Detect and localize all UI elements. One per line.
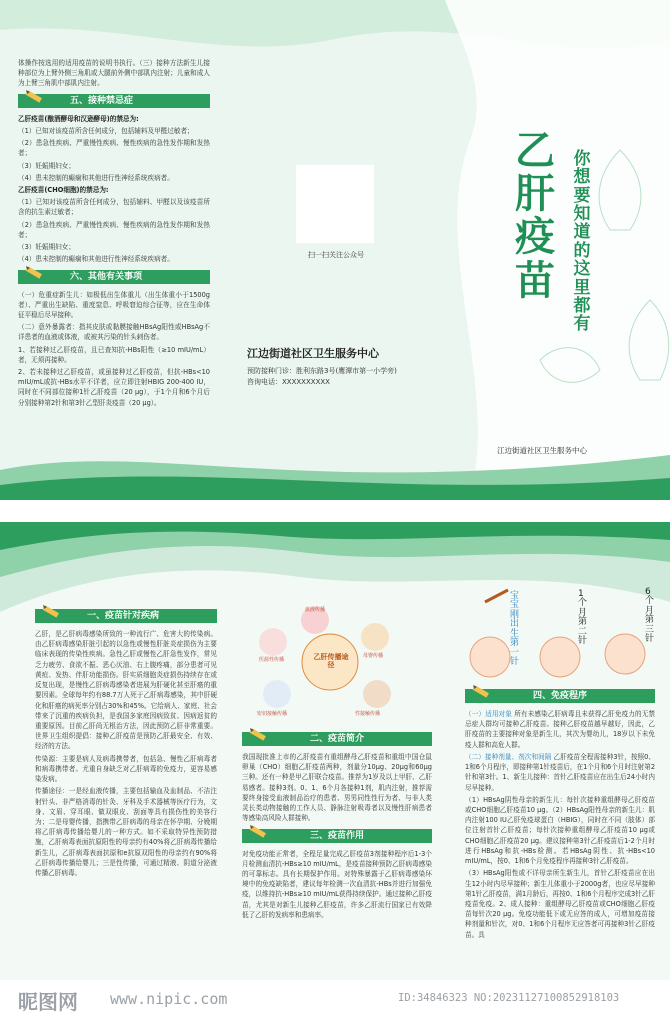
other-para: （二）意外暴露者：指其皮肤或黏膜接触HBsAg阳性或HBsAg不详患者的血液或体液，或被其污染的针头刺伤者。 — [18, 323, 210, 342]
section-2-title: 二、疫苗简介 — [309, 734, 364, 744]
section-5-title: 五、接种禁忌症 — [70, 95, 134, 106]
pencil-icon — [41, 603, 63, 621]
cover-footer: 江边街道社区卫生服务中心 — [497, 446, 587, 455]
schedule-para — [465, 709, 655, 750]
contra-item: （1）已知对该疫苗所含任何成分，包括辅料及甲醛过敏者； — [18, 126, 194, 135]
illus-label: 性接触传播 — [355, 711, 381, 717]
pencil-icon — [24, 88, 46, 106]
intro-text: 体操作按选用的适用疫苗的说明书执行。（三）接种方法新生儿接种部位为上臂外侧三角肌或大腿前外侧中部肌内注射；儿童和成人为上臂三角肌中部肌内注射。 — [18, 59, 210, 88]
section-2-header — [242, 732, 432, 746]
baby-label-2: 1个月第二针 — [578, 589, 588, 647]
phone-text: 咨询电话：XXXXXXXXXX — [247, 378, 330, 387]
schedule-text-2: 乙肝疫苗全程需接种3针，按照0、1和6个月程序，即接种第1针疫苗后，在1个月和6个月时注射第2针和第3针。1、新生儿接种：首针乙肝疫苗应在出生后24小时内尽早接种。 — [465, 752, 656, 792]
pencil-icon — [248, 726, 270, 744]
panel-schedule — [465, 684, 655, 942]
pencil-icon — [471, 683, 493, 701]
schedule-head-2: （二）接种剂量、剂次和间隔 — [465, 752, 552, 761]
section-3-title: 三、疫苗作用 — [309, 830, 364, 841]
babies-illustration — [460, 582, 660, 682]
section-6-title: 六、其他有关事项 — [70, 271, 143, 282]
contra-item: （4）患未控制的癫痫和其他进行性神经系统疾病者。 — [18, 255, 174, 264]
address-text: 预防接种门诊：胜利东路3号(鹰潭市第一小学旁) — [247, 367, 397, 375]
section-1-title: 一、疫苗针对疾病 — [87, 611, 160, 621]
other-para: 2、若未接种过乙肝疫苗，或虽接种过乙肝疫苗，但抗-HBs<10 mIU/mL或抗-HBs水平不详者，应立即注射HBIG 200-400 IU，同时在不同部位接种1针乙肝疫苗（20 μg），于1个月和6个月后分别接种第2针和第3针乙型肝炎疫苗（20 μg）。 — [18, 368, 210, 407]
schedule-text-1: 所有未感染乙肝病毒且未获得乙肝免疫力的无禁忌症人群均可接种乙肝疫苗。接种乙肝疫苗越早越好，因此，乙肝疫苗的主要接种对象是新生儿，其次为婴幼儿，18岁以下未免疫人群和高危人群。 — [465, 710, 656, 749]
panel-disease — [35, 604, 217, 880]
brochure-inside — [0, 522, 670, 980]
disease-para: 传染源：主要是病人及病毒携带者，包括急、慢性乙肝病毒者和病毒携带者。尤重自身缺乏对乙肝病毒的免疫力，更容易感染发病。 — [35, 754, 217, 784]
cover-title: 乙肝疫苗 — [515, 128, 555, 304]
pencil-icon — [24, 264, 46, 282]
schedule-para — [465, 752, 655, 793]
transmission-illustration — [255, 602, 405, 722]
contact-block — [247, 366, 397, 388]
center-name: 江边街道社区卫生服务中心 — [247, 347, 379, 360]
contra-sub1: 乙肝疫苗(酿酒酵母和汉逊酵母)的禁忌为: — [18, 114, 139, 123]
baby-label-3: 6个月第三针 — [645, 587, 655, 645]
cover-subtitle: 你想要知道的这里都有 — [573, 149, 591, 335]
intro-para: 我国现批准上市的乙肝疫苗有重组酵母乙肝疫苗和重组中国仓鼠卵巢（CHO）细胞乙肝疫苗两种，剂量分10μg、20μg和60μg三种。还有一种是甲乙肝联合疫苗。推荐为1岁及以上甲肝、乙肝易感者。接种3剂。0、1、6个月各接种1剂，肌内注射，推荐需要终身接受血液制品治疗的患者、男男同性性行为者、与非人类灵长类动物接触的工作人员、静脉注射吸毒者以及慢性肝病患者等感染高风险人群接种。 — [242, 753, 432, 823]
babies-picture — [460, 582, 660, 682]
illus-label: 密切接触传播 — [257, 711, 288, 717]
contra-sub2: 乙肝疫苗(CHO细胞)的禁忌为: — [18, 185, 109, 194]
qr-caption: 扫一扫关注公众号 — [308, 251, 364, 259]
watermark-logo: 昵图网 — [18, 990, 78, 1014]
disease-para: 乙肝，是乙肝病毒感染所致的一种流行广、危害大的传染病。由乙肝病毒感染肝脏引起的以急性或慢性肝脏炎症损伤为主要临床表现的传染性疾病。急性乙肝或慢性乙肝急性发作，常见乏力疲劳、食欲不振、恶心厌油、右上腹疼痛，部分患者可见黄疸、发热、伴肝功能损伤。肝实质细胞炎症损伤持续存在或反复出现，是慢性乙肝病毒感染者进展为肝硬化甚至肝癌的重要因素。全球每年约有88.7万人死于乙肝病毒感染，其中肝硬化和肝癌的病死率分别占30%和45%。它给病人、家庭、社会带来了沉重的疾病负担，是我国多家庭因病致贫、因病返贫的重要原因。目前乙肝尚无根治方法，因此预防乙肝非常重要。世界卫生组织提倡：接种乙肝疫苗是预防乙肝最安全、有效、经济的方法。 — [35, 630, 217, 751]
illus-label: 母婴传播 — [363, 653, 384, 659]
watermark-id: ID:34846323 NO:20231127100852918103 — [398, 992, 620, 1004]
other-para: 1、若接种过乙肝疫苗，且已查知抗-HBs阳性（≥10 mIU/mL）者，无须再接种。 — [18, 345, 210, 364]
qr-code-placeholder — [296, 165, 374, 243]
schedule-head-1: （一）适用对象 — [465, 710, 512, 718]
section-4-header — [465, 689, 655, 703]
illus-center-label: 乙肝传播途径 — [313, 653, 349, 669]
effect-para: 对免疫功能正常者，全程足量完成乙肝疫苗3剂接种程序后1-3个月检测血清抗-HBs≥10 mIU/mL，是疫苗接种预防乙肝病毒感染的可靠标志。具有长期保护作用。对特殊暴露于乙肝病毒感染环境中的免疫缺陷者，建议每年检测一次血清抗-HBs并进行加强免疫，以维持抗-HBs≥10 mIU/mL获得持续保护。通过接种乙肝疫苗，尤其是对新生儿接种乙肝疫苗，许多乙肝流行国家已有效降低了乙肝的发病率和患病率。 — [242, 849, 432, 919]
sheet-gap — [0, 500, 670, 522]
illus-label: 医源性传播 — [259, 657, 285, 663]
baby-label-1: 宝宝刚出生第一针 — [510, 591, 520, 668]
schedule-para: （3）HBsAg阳性或不详母亲所生新生儿，首针乙肝疫苗应在出生12小时内尽早接种；新生儿体重小于2000g者，也应尽早接种第1针乙肝疫苗，满1月龄后，再按0、1和6个月程序完成3针乙肝疫苗免疫。2、成人接种：重组酵母乙肝疫苗或CHO细胞乙肝疫苗每针次20 μg。免疫功能低下或无应答的成人，可增加疫苗接种剂量和针次，对0、1和6个月程序无应答者可再接种3针乙肝疫苗。具 — [465, 869, 656, 939]
brochure-outside — [0, 0, 670, 500]
contra-item: （2）患急性疾病、严重慢性疾病、慢性疾病的急性发作期和发热者； — [18, 220, 210, 239]
watermark-url: www.nipic.com — [110, 990, 228, 1008]
contra-item: （3）妊娠期妇女； — [18, 161, 75, 170]
illus-label: 血液传播 — [305, 607, 326, 613]
section-1-header — [35, 609, 217, 623]
contra-item: （4）患未控制的癫痫和其他进行性神经系统疾病者。 — [18, 173, 174, 182]
disease-para: 传播途径：一是经血液传播，主要包括输血及血制品、不洁注射针头、非严格消毒的针灸、牙科及手术器械等医疗行为，文身、文眉、穿耳眼、做双眼皮、刮面等具有损伤性的美容行为；二是母婴传播，指携带乙肝病毒的母亲在怀孕期、分娩期将乙肝病毒传播给婴儿的一种方式。如不采取特异性预防措施，乙肝病毒表面抗原阳性的母亲约有40%将乙肝病毒传播给新生儿，乙肝病毒表面抗原和e抗原双阳性的母亲约有90%将乙肝病毒传播给婴儿；三是性传播，可通过精液、阴道分泌液传播乙肝病毒。 — [35, 787, 217, 878]
section-3-header — [242, 829, 432, 843]
other-para: （一）危重症新生儿：如极低出生体重儿（出生体重小于1500g者）、严重出生缺陷、重度窒息、呼吸窘迫综合征等，应在生命体征平稳后尽早接种。 — [18, 290, 210, 319]
section-6-header — [18, 270, 210, 284]
panel-vaccine-intro — [242, 727, 432, 922]
contra-item: （3）妊娠期妇女； — [18, 243, 75, 252]
contra-item: （1）已知对该疫苗所含任何成分，包括辅料、甲醛以及该疫苗所含的抗生素过敏者； — [18, 198, 210, 217]
section-5-header — [18, 94, 210, 108]
schedule-para: （1）HBsAg阴性母亲的新生儿：每针次接种重组酵母乙肝疫苗或CHO细胞乙肝疫苗10 μg。（2）HBsAg阳性母亲的新生儿：肌内注射100 IU乙肝免疫球蛋白（HBIG），同时在不同（肢体）部位注射首针乙肝疫苗；每针次接种重组酵母乙肝疫苗10 μg或CHO细胞乙肝疫苗20 μg。建议接种第3针乙肝疫苗后1-2个月时进行HBsAg和抗-HBs检测。若HBsAg阴性、抗-HBs<10 mIU/mL，按0、1和6个月免疫程序再接种3针乙肝疫苗。 — [465, 795, 655, 866]
section-4-title: 四、免疫程序 — [532, 691, 587, 701]
contra-item: （2）患急性疾病、严重慢性疾病、慢性疾病的急性发作期和发热者； — [18, 139, 210, 158]
pencil-icon — [248, 823, 270, 841]
panel-contraindications — [18, 58, 210, 410]
